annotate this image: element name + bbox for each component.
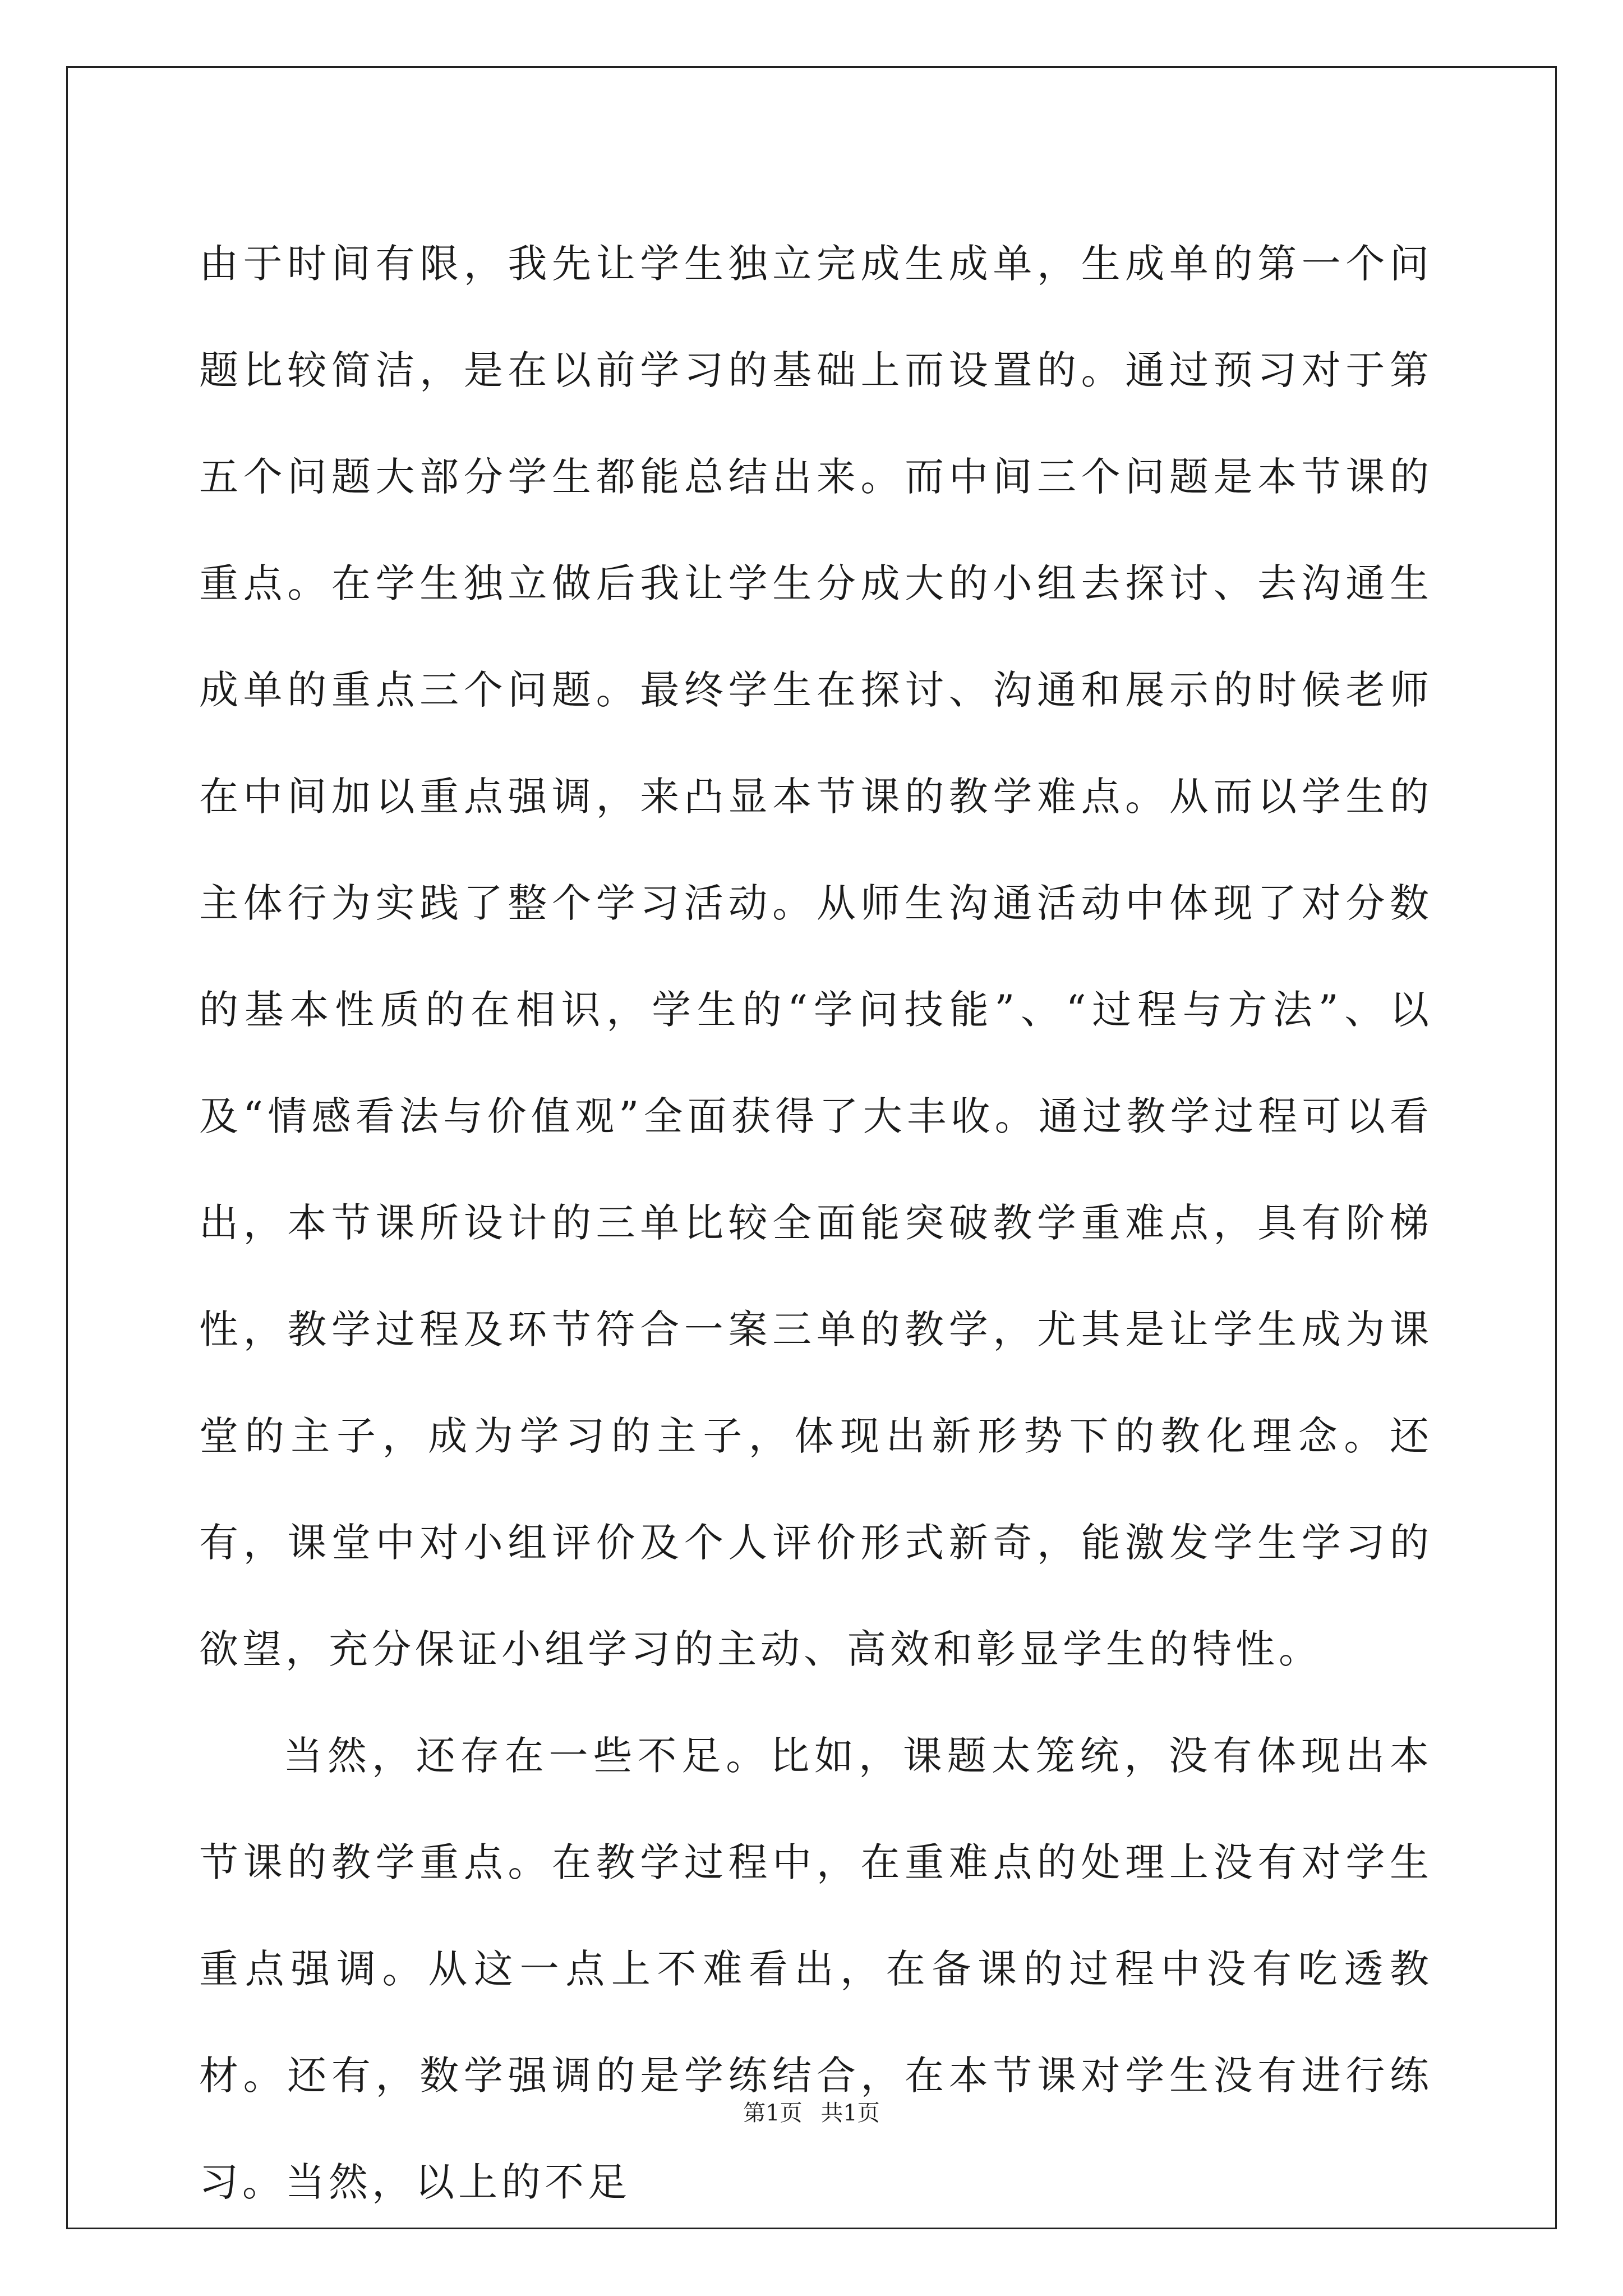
page-total: 共1页 <box>820 2100 880 2126</box>
page-footer <box>0 2095 1623 2127</box>
page-number: 第1页 <box>743 2100 803 2126</box>
paragraph-1: 由于时间有限，我先让学生独立完成生成单，生成单的第一个问题比较简洁，是在以前学习的基础上而设置的。通过预习对于第五个问题大部分学生都能总结出来。而中间三个问题是本节课的重点。在学生独立做后我让学生分成大的小组去探讨、去沟通生成单的重点三个问题。最终学生在探讨、沟通和展示的时候老师在中间加以重点强调，来凸显本节课的教学难点。从而以学生的主体行为实践了整个学习活动。从师生沟通活动中体现了对分数的基本性质的在相识，学生的“学问技能”、“过程与方法”、以及“情感看法与价值观”全面获得了大丰收。通过教学过程可以看出，本节课所设计的三单比较全面能突破教学重难点，具有阶梯性，教学过程及环节符合一案三单的教学，尤其是让学生成为课堂的主子，成为学习的主子，体现出新形势下的教化理念。还有，课堂中对小组评价及个人评价形式新奇，能激发学生学习的欲望，充分保证小组学习的主动、高效和彰显学生的特性。 <box>199 241 1433 1672</box>
document-body <box>199 210 1433 2235</box>
paragraph-2: 当然，还存在一些不足。比如，课题太笼统，没有体现出本节课的教学重点。在教学过程中，在重难点的处理上没有对学生重点强调。从这一点上不难看出，在备课的过程中没有吃透教材。还有，数学强调的是学练结合，在本节课对学生没有进行练习。当然，以上的不足 <box>199 1733 1433 2205</box>
